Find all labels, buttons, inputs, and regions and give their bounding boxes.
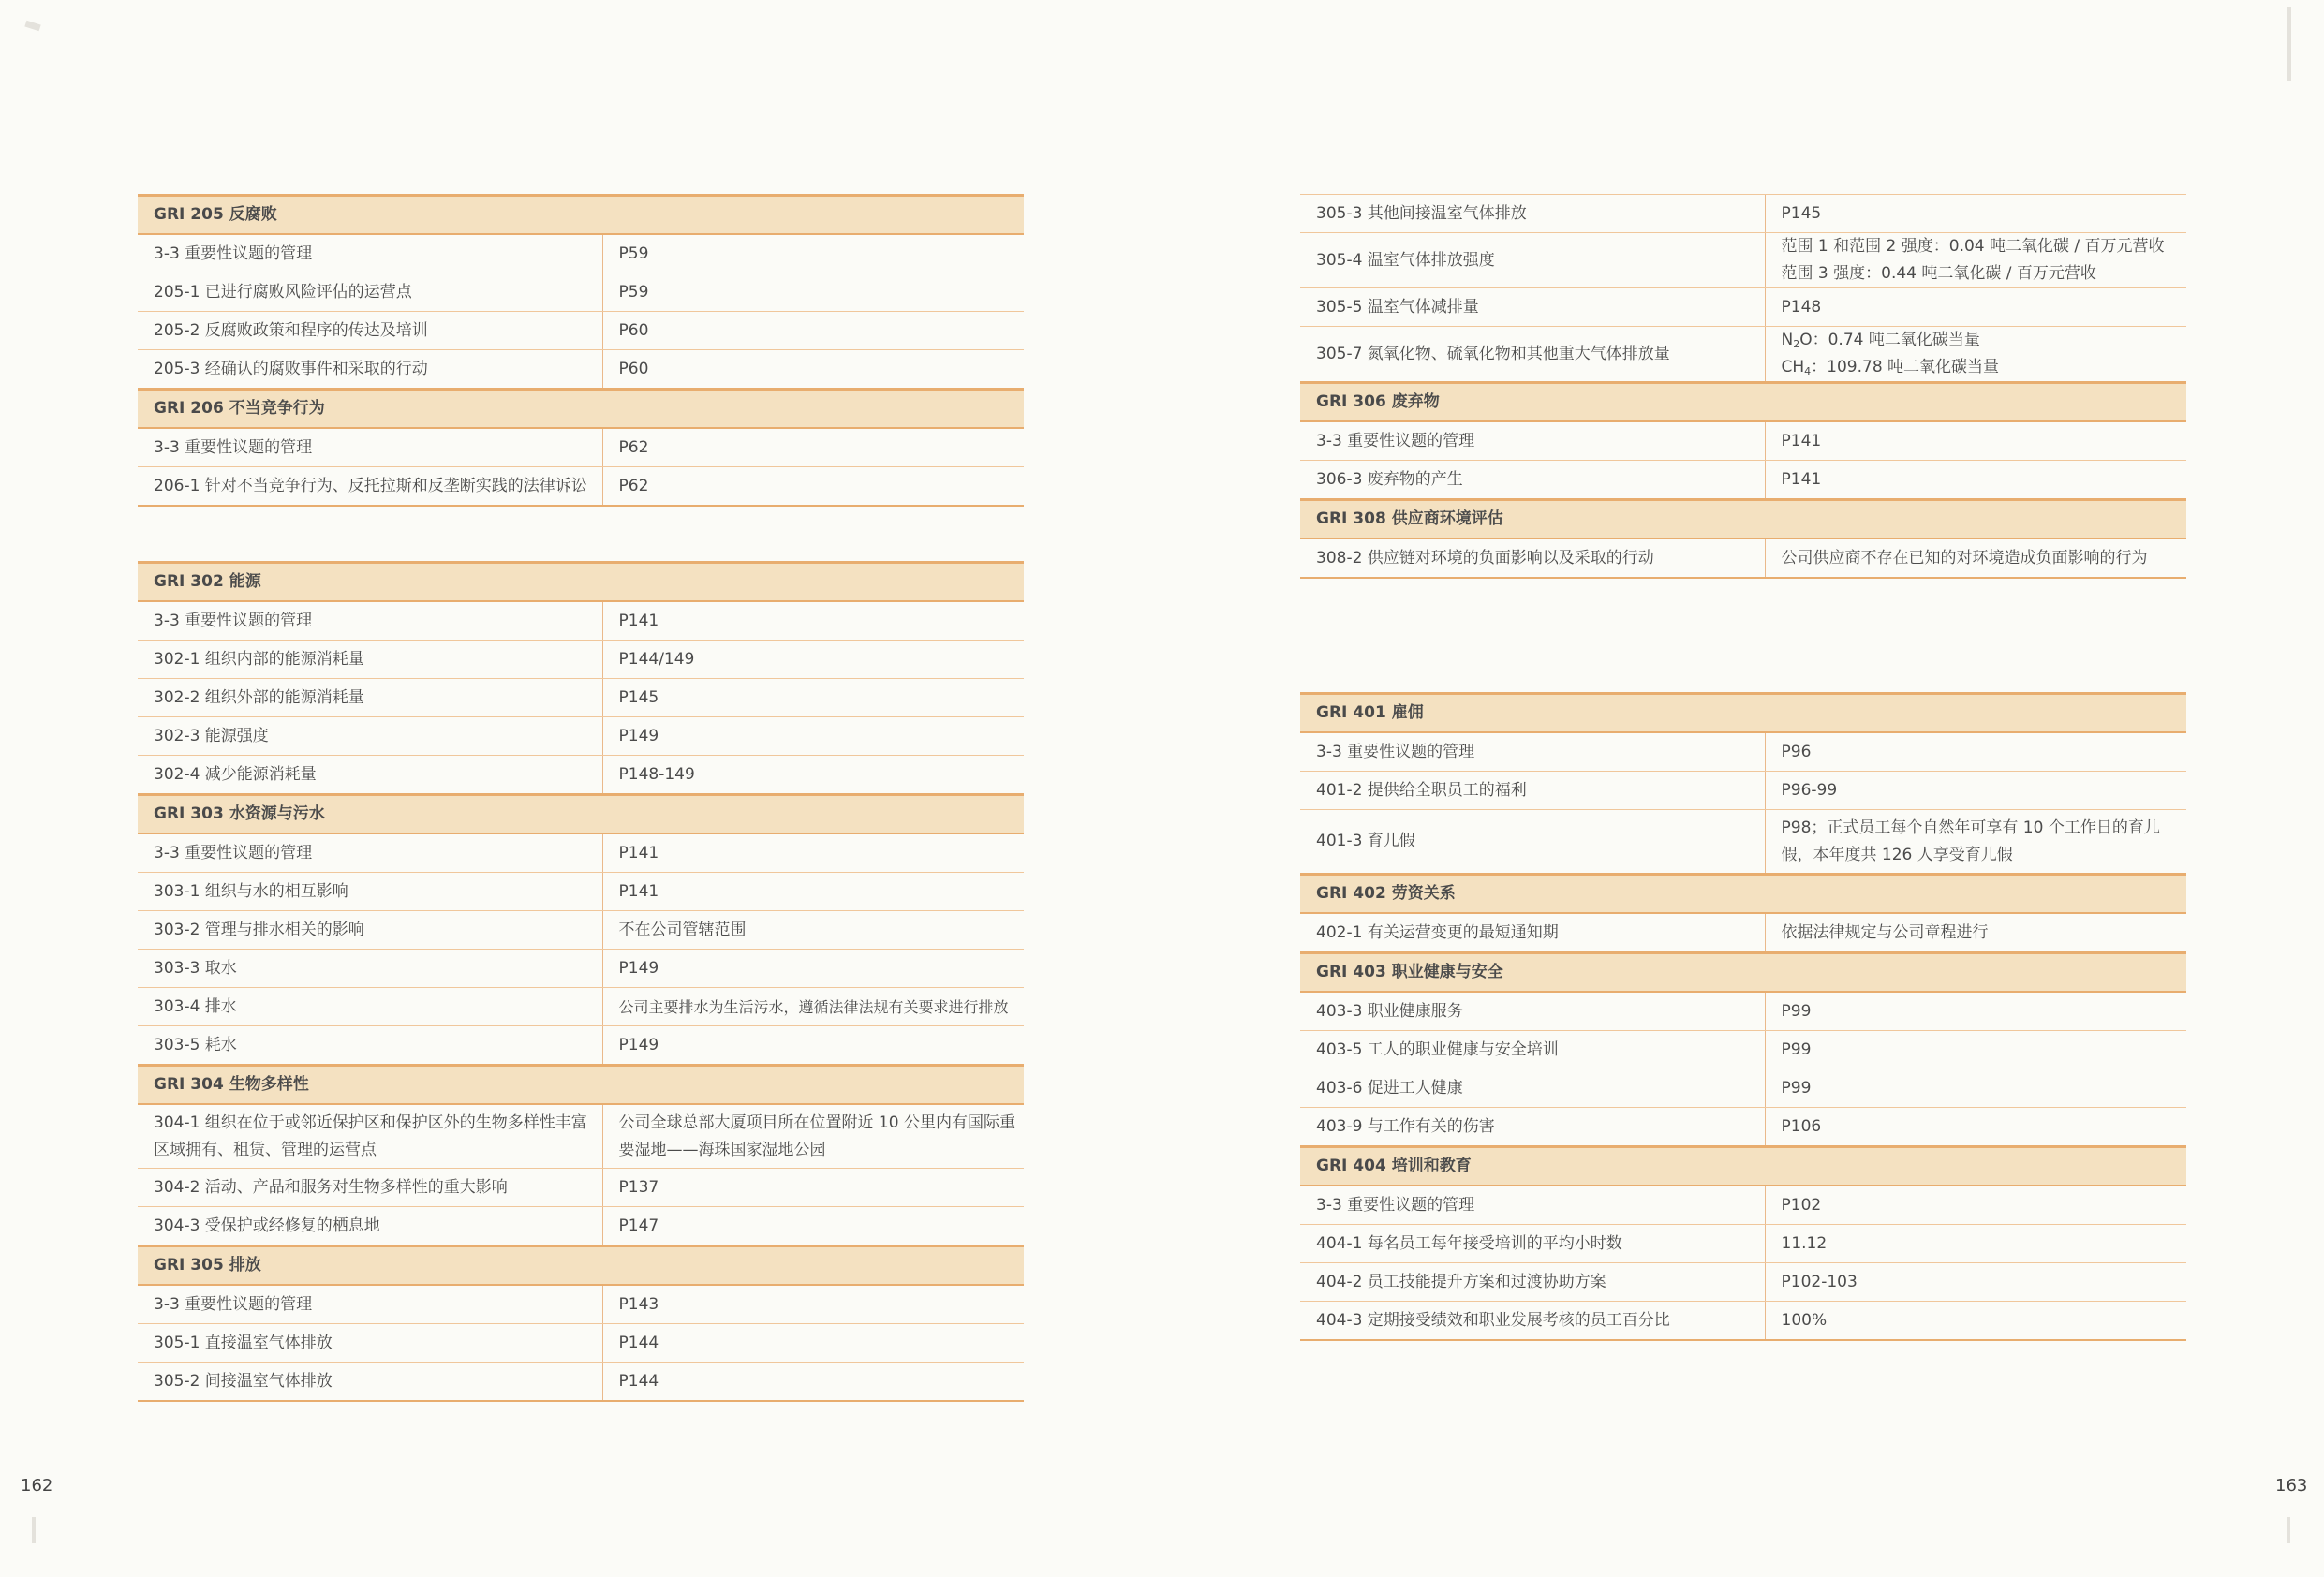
section-header (1300, 953, 2186, 993)
disclosure-value: P145 (1765, 195, 2186, 233)
disclosure-value: P96 (1765, 732, 2186, 772)
table-row (138, 428, 1024, 467)
disclosure-code: 403-3 职业健康服务 (1300, 992, 1765, 1031)
table-row (138, 273, 1024, 312)
table-row (138, 312, 1024, 350)
disclosure-code: 303-2 管理与排水相关的影响 (138, 911, 602, 950)
page-number-right: 163 (2275, 1476, 2308, 1496)
corner-mark-top-right (2287, 7, 2291, 81)
table-row (138, 1285, 1024, 1324)
disclosure-value: P102 (1765, 1186, 2186, 1225)
disclosure-code: 403-9 与工作有关的伤害 (1300, 1108, 1765, 1147)
disclosure-code: 3-3 重要性议题的管理 (138, 428, 602, 467)
disclosure-code: 303-1 组织与水的相互影响 (138, 873, 602, 911)
table-row (1300, 1302, 2186, 1341)
section-title: GRI 403 职业健康与安全 (1300, 953, 2186, 993)
table-row (1300, 1108, 2186, 1147)
table-row (1300, 327, 2186, 383)
section-title: GRI 401 雇佣 (1300, 694, 2186, 733)
section-title: GRI 305 排放 (138, 1246, 1024, 1286)
disclosure-code: 305-1 直接温室气体排放 (138, 1324, 602, 1363)
disclosure-value: P106 (1765, 1108, 2186, 1147)
section-header (138, 1246, 1024, 1286)
corner-mark-bottom-right (2287, 1517, 2290, 1543)
disclosure-value: P137 (602, 1169, 1024, 1207)
disclosure-code: 206-1 针对不当竞争行为、反托拉斯和反垄断实践的法律诉讼 (138, 467, 602, 507)
section-header (1300, 500, 2186, 539)
section-title: GRI 303 水资源与污水 (138, 795, 1024, 834)
disclosure-code: 403-6 促进工人健康 (1300, 1069, 1765, 1108)
disclosure-value: P141 (602, 873, 1024, 911)
table-row (1300, 1263, 2186, 1302)
table-row (138, 1169, 1024, 1207)
disclosure-value: P99 (1765, 1069, 2186, 1108)
table-row (138, 601, 1024, 641)
disclosure-code: 404-1 每名员工每年接受培训的平均小时数 (1300, 1225, 1765, 1263)
disclosure-value: P60 (602, 350, 1024, 390)
disclosure-value: 公司主要排水为生活污水，遵循法律法规有关要求进行排放 (602, 988, 1024, 1026)
section-header (1300, 875, 2186, 914)
table-row (138, 717, 1024, 756)
table-row (1300, 992, 2186, 1031)
disclosure-value: 不在公司管辖范围 (602, 911, 1024, 950)
disclosure-value: P60 (602, 312, 1024, 350)
disclosure-code: 305-4 温室气体排放强度 (1300, 233, 1765, 288)
table-row (1300, 732, 2186, 772)
table-row (138, 1026, 1024, 1066)
disclosure-value: 11.12 (1765, 1225, 2186, 1263)
table-row (138, 1363, 1024, 1402)
disclosure-code: 401-3 育儿假 (1300, 810, 1765, 875)
section-title: GRI 304 生物多样性 (138, 1066, 1024, 1105)
table-row (1300, 1186, 2186, 1225)
table-row (138, 911, 1024, 950)
table-row (138, 988, 1024, 1026)
section-title: GRI 302 能源 (138, 563, 1024, 602)
disclosure-value (1765, 233, 2186, 288)
disclosure-value: P144/149 (602, 641, 1024, 679)
table-row (1300, 1069, 2186, 1108)
disclosure-code: 403-5 工人的职业健康与安全培训 (1300, 1031, 1765, 1069)
formula-ch: CH (1781, 358, 1805, 376)
page-number-left: 162 (21, 1476, 53, 1496)
disclosure-code: 303-4 排水 (138, 988, 602, 1026)
disclosure-value: P59 (602, 273, 1024, 312)
corner-mark-top-left (24, 21, 40, 32)
formula-subscript: 2 (1793, 338, 1800, 350)
disclosure-value: P144 (602, 1324, 1024, 1363)
gri-table-205-206 (138, 194, 1024, 507)
disclosure-code: 3-3 重要性议题的管理 (1300, 421, 1765, 461)
section-header (138, 1066, 1024, 1105)
disclosure-code: 404-3 定期接受绩效和职业发展考核的员工百分比 (1300, 1302, 1765, 1341)
disclosure-value: P143 (602, 1285, 1024, 1324)
disclosure-value: P141 (602, 833, 1024, 873)
disclosure-code: 305-5 温室气体减排量 (1300, 288, 1765, 327)
disclosure-code: 3-3 重要性议题的管理 (138, 601, 602, 641)
disclosure-code: 3-3 重要性议题的管理 (1300, 732, 1765, 772)
value-line: 范围 1 和范围 2 强度：0.04 吨二氧化碳 / 百万元营收 (1781, 237, 2165, 256)
table-row (138, 679, 1024, 717)
disclosure-code: 302-1 组织内部的能源消耗量 (138, 641, 602, 679)
disclosure-code: 305-3 其他间接温室气体排放 (1300, 195, 1765, 233)
disclosure-value: P96-99 (1765, 772, 2186, 810)
disclosure-value: P144 (602, 1363, 1024, 1402)
disclosure-code: 205-2 反腐败政策和程序的传达及培训 (138, 312, 602, 350)
disclosure-value: P149 (602, 1026, 1024, 1066)
disclosure-value: P62 (602, 428, 1024, 467)
table-row (138, 234, 1024, 273)
disclosure-code: 303-5 耗水 (138, 1026, 602, 1066)
disclosure-code: 303-3 取水 (138, 950, 602, 988)
disclosure-value: 公司全球总部大厦项目所在位置附近 10 公里内有国际重要湿地——海珠国家湿地公园 (602, 1104, 1024, 1169)
section-header (1300, 383, 2186, 422)
disclosure-code: 402-1 有关运营变更的最短通知期 (1300, 913, 1765, 953)
disclosure-code: 306-3 废弃物的产生 (1300, 461, 1765, 500)
table-row (1300, 195, 2186, 233)
section-header (1300, 1147, 2186, 1186)
table-row (1300, 1225, 2186, 1263)
disclosure-value: P141 (1765, 421, 2186, 461)
formula-n: N (1781, 331, 1794, 349)
section-header (138, 563, 1024, 602)
table-row (138, 756, 1024, 795)
section-title: GRI 308 供应商环境评估 (1300, 500, 2186, 539)
section-title: GRI 402 劳资关系 (1300, 875, 2186, 914)
table-row (1300, 772, 2186, 810)
disclosure-code: 205-1 已进行腐败风险评估的运营点 (138, 273, 602, 312)
gri-table-401-404 (1300, 692, 2186, 1341)
disclosure-code: 302-2 组织外部的能源消耗量 (138, 679, 602, 717)
disclosure-value (1765, 327, 2186, 383)
table-row (138, 641, 1024, 679)
section-title: GRI 404 培训和教育 (1300, 1147, 2186, 1186)
disclosure-value: P145 (602, 679, 1024, 717)
disclosure-value: P98；正式员工每个自然年可享有 10 个工作日的育儿假，本年度共 126 人享受育儿假 (1765, 810, 2186, 875)
ch4-line (1782, 354, 2187, 381)
table-row (1300, 233, 2186, 288)
section-header (138, 795, 1024, 834)
disclosure-value: P99 (1765, 1031, 2186, 1069)
disclosure-value: P149 (602, 717, 1024, 756)
value-line: 范围 3 强度：0.44 吨二氧化碳 / 百万元营收 (1781, 264, 2096, 283)
disclosure-value: P149 (602, 950, 1024, 988)
disclosure-value: 公司供应商不存在已知的对环境造成负面影响的行为 (1765, 538, 2186, 578)
table-row (138, 873, 1024, 911)
disclosure-value: P147 (602, 1207, 1024, 1246)
disclosure-value: P102-103 (1765, 1263, 2186, 1302)
table-row (138, 1324, 1024, 1363)
table-row (138, 1104, 1024, 1169)
corner-mark-bottom-left (32, 1517, 36, 1543)
table-row (1300, 421, 2186, 461)
disclosure-code: 404-2 员工技能提升方案和过渡协助方案 (1300, 1263, 1765, 1302)
disclosure-value: P141 (602, 601, 1024, 641)
disclosure-code: 305-2 间接温室气体排放 (138, 1363, 602, 1402)
n2o-value: O：0.74 吨二氧化碳当量 (1799, 331, 1980, 349)
gri-table-302-305 (138, 561, 1024, 1402)
disclosure-value: P99 (1765, 992, 2186, 1031)
ch4-value: ：109.78 吨二氧化碳当量 (1811, 358, 2000, 376)
disclosure-code: 305-7 氮氧化物、硫氧化物和其他重大气体排放量 (1300, 327, 1765, 383)
table-row (138, 350, 1024, 390)
disclosure-value: P62 (602, 467, 1024, 507)
disclosure-value: P148-149 (602, 756, 1024, 795)
disclosure-code: 3-3 重要性议题的管理 (138, 1285, 602, 1324)
section-title: GRI 306 废弃物 (1300, 383, 2186, 422)
table-row (1300, 461, 2186, 500)
formula-subscript: 4 (1804, 365, 1812, 377)
disclosure-code: 401-2 提供给全职员工的福利 (1300, 772, 1765, 810)
disclosure-code: 304-3 受保护或经修复的栖息地 (138, 1207, 602, 1246)
disclosure-value: P141 (1765, 461, 2186, 500)
table-row (138, 833, 1024, 873)
table-row (1300, 538, 2186, 578)
table-row (1300, 288, 2186, 327)
disclosure-code: 205-3 经确认的腐败事件和采取的行动 (138, 350, 602, 390)
disclosure-value: 依据法律规定与公司章程进行 (1765, 913, 2186, 953)
table-row (1300, 810, 2186, 875)
disclosure-code: 3-3 重要性议题的管理 (138, 833, 602, 873)
section-header (138, 390, 1024, 429)
table-row (1300, 913, 2186, 953)
disclosure-value: P148 (1765, 288, 2186, 327)
gri-table-305-308 (1300, 194, 2186, 579)
section-header (138, 196, 1024, 235)
section-title: GRI 205 反腐败 (138, 196, 1024, 235)
disclosure-value: 100% (1765, 1302, 2186, 1341)
disclosure-code: 308-2 供应链对环境的负面影响以及采取的行动 (1300, 538, 1765, 578)
n2o-line (1782, 327, 2187, 354)
table-row (138, 467, 1024, 507)
disclosure-code: 3-3 重要性议题的管理 (138, 234, 602, 273)
disclosure-code: 304-2 活动、产品和服务对生物多样性的重大影响 (138, 1169, 602, 1207)
table-row (1300, 1031, 2186, 1069)
section-header (1300, 694, 2186, 733)
table-row (138, 1207, 1024, 1246)
disclosure-value: P59 (602, 234, 1024, 273)
disclosure-code: 304-1 组织在位于或邻近保护区和保护区外的生物多样性丰富区域拥有、租赁、管理的运营点 (138, 1104, 602, 1169)
disclosure-code: 3-3 重要性议题的管理 (1300, 1186, 1765, 1225)
table-row (138, 950, 1024, 988)
section-title: GRI 206 不当竞争行为 (138, 390, 1024, 429)
disclosure-code: 302-4 减少能源消耗量 (138, 756, 602, 795)
disclosure-code: 302-3 能源强度 (138, 717, 602, 756)
